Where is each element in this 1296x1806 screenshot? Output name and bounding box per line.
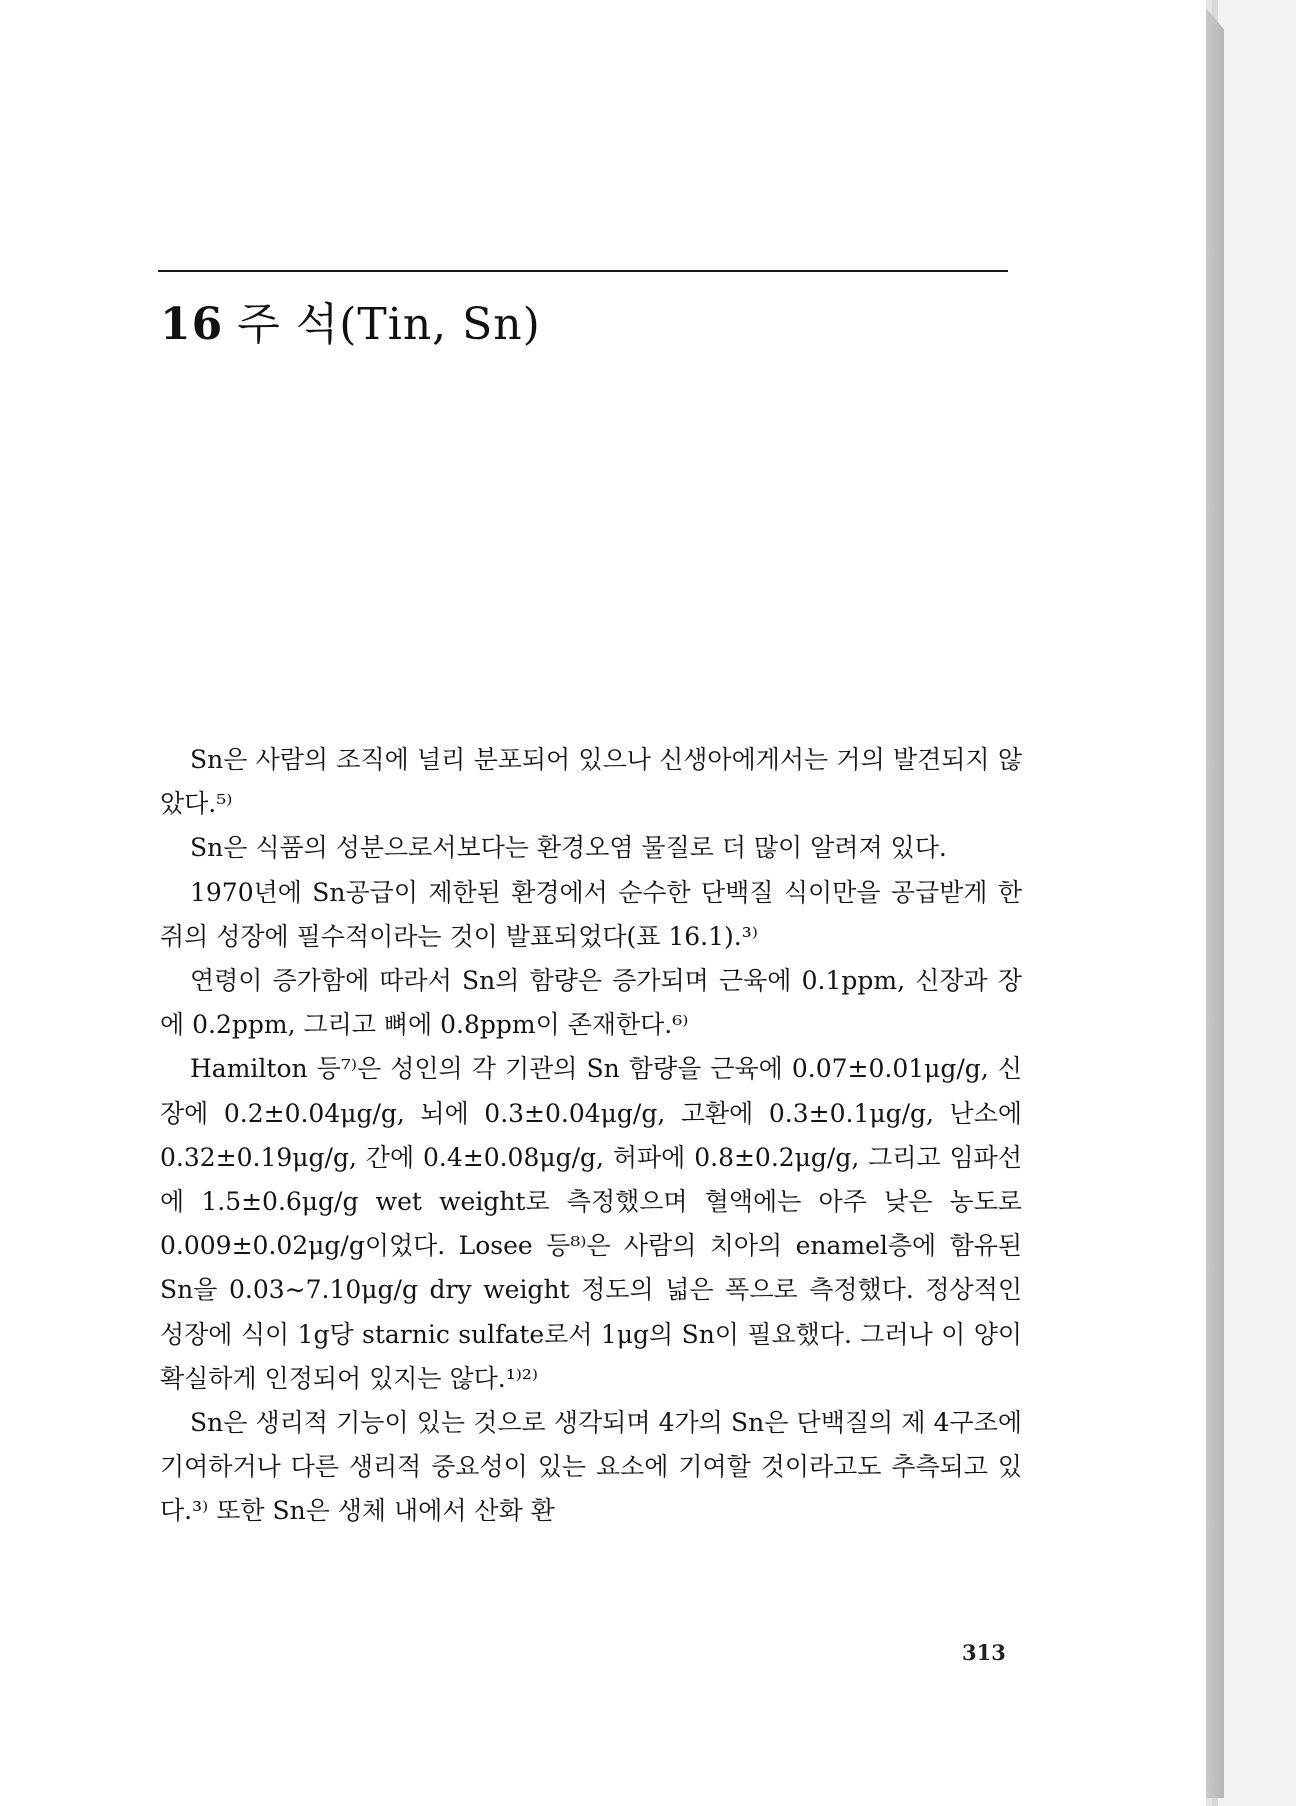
page-number: 313 <box>962 1640 1006 1665</box>
chapter-rule <box>158 270 1008 272</box>
chapter-number: 16 <box>160 299 224 350</box>
body-text <box>160 738 1022 1534</box>
paragraph: 1970년에 Sn공급이 제한된 환경에서 순수한 단백질 식이만을 공급받게 한 쥐의 성장에 필수적이라는 것이 발표되었다(표 16.1).³⁾ <box>160 877 1022 951</box>
page-edge <box>1206 8 1224 1798</box>
paragraph: Sn은 생리적 기능이 있는 것으로 생각되며 4가의 Sn은 단백질의 제 4구조에 기여하거나 다른 생리적 중요성이 있는 요소에 기여할 것이라고도 추측되고 있다.³⁾ 또한 Sn은 생체 내에서 산화 환 <box>160 1408 1022 1526</box>
paragraph: Hamilton 등⁷⁾은 성인의 각 기관의 Sn 함량을 근육에 0.07±0.01μg/g, 신장에 0.2±0.04μg/g, 뇌에 0.3±0.04μg/g, 고환에 0.3±0.1μg/g, 난소에 0.32±0.19μg/g, 간에 0.4±0.08μg/g, 허파에 0.8±0.2μg/g, 그리고 임파선에 1.5±0.6μg/g wet weight로 측정했으며 혈액에는 아주 낮은 농도로 0.009±0.02μg/g이었다. Losee 등⁸⁾은 사람의 치아의 enamel층에 함유된 Sn을 0.03∼7.10μg/g dry weight 정도의 넓은 폭으로 측정했다. 정상적인 성장에 식이 1g당 starnic sulfate로서 1μg의 Sn이 필요했다. 그러나 이 양이 확실하게 인정되어 있지는 않다.¹⁾²⁾ <box>160 1054 1022 1393</box>
paragraph: 연령이 증가함에 따라서 Sn의 함량은 증가되며 근육에 0.1ppm, 신장과 장에 0.2ppm, 그리고 뼈에 0.8ppm이 존재한다.⁶⁾ <box>160 966 1022 1040</box>
chapter-title: 주 석(Tin, Sn) <box>237 299 541 350</box>
paragraph: Sn은 식품의 성분으로서보다는 환경오염 물질로 더 많이 알려져 있다. <box>190 833 947 863</box>
chapter-heading <box>160 288 541 352</box>
paragraph: Sn은 사람의 조직에 널리 분포되어 있으나 신생아에게서는 거의 발견되지 않았다.⁵⁾ <box>160 745 1022 819</box>
